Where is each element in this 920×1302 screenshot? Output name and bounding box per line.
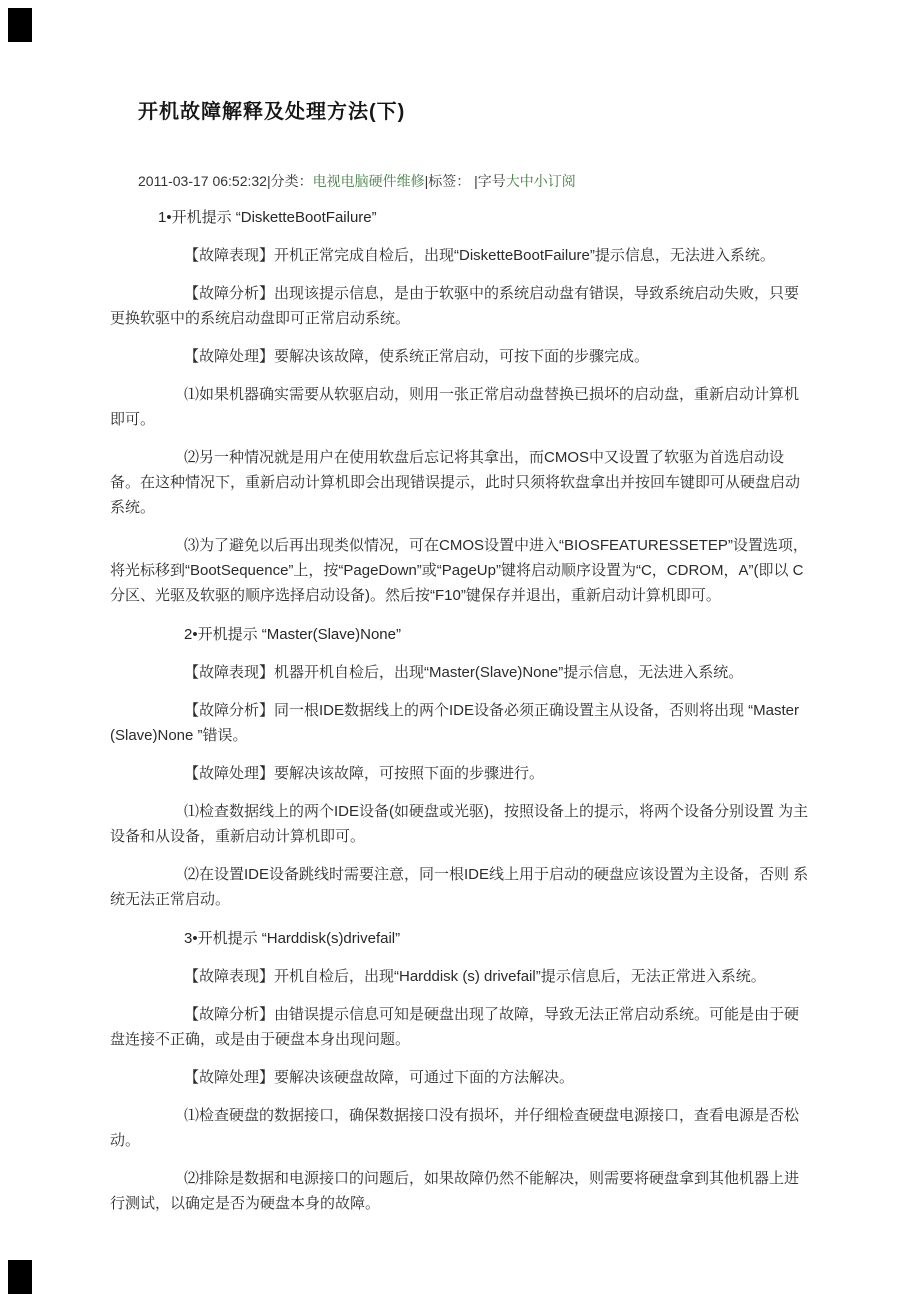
- paragraph: ⑴如果机器确实需要从软驱启动，则用一张正常启动盘替换已损坏的启动盘，重新启动计算机 即可。: [110, 386, 800, 428]
- section-1-heading: 1•开机提示 “DisketteBootFailure”: [158, 209, 377, 226]
- paragraph: 【故障表现】机器开机自检后，出现“Master(Slave)None”提示信息，无法进入系统。: [184, 664, 744, 681]
- paragraph: ⑵另一种情况就是用户在使用软盘后忘记将其拿出，而CMOS中又设置了软驱为首选启动设 备。在这种情况下，重新启动计算机即会出现错误提示，此时只须将软盘拿出并按回车键即可从硬盘启动 系统。: [110, 449, 801, 516]
- paragraph: ⑶为了避免以后再出现类似情况，可在CMOS设置中进入“BIOSFEATURESSETEP”设置选项， 将光标移到“BootSequence”上，按“PageDown”或“PageUp”键将启动顺序设置为“C，CDROM，A”(即以 C分区、光驱及软驱的顺序选择启动设备)。然后按“F10”键保存并退出，重新启动计算机即可。: [110, 537, 808, 604]
- paragraph: 【故障表现】开机正常完成自检后，出现“DisketteBootFailure”提示信息，无法进入系统。: [184, 247, 775, 264]
- paragraph: 【故障处理】要解决该硬盘故障，可通过下面的方法解决。: [184, 1069, 575, 1086]
- paragraph: ⑵在设置IDE设备跳线时需要注意，同一根IDE线上用于启动的硬盘应该设置为主设备，否则 系统无法正常启动。: [110, 866, 809, 908]
- subscribe-link[interactable]: 订阅: [547, 173, 576, 189]
- post-timestamp-and-category-label: 2011-03-17 06:52:32|分类：: [138, 173, 313, 189]
- page-title: 开机故障解释及处理方法(下): [138, 101, 406, 123]
- category-link[interactable]: 电视电脑硬件维修: [312, 173, 425, 189]
- paragraph: 【故障表现】开机自检后，出现“Harddisk (s) drivefail”提示信息后，无法正常进入系统。: [184, 968, 766, 985]
- paragraph: 【故障分析】出现该提示信息，是由于软驱中的系统启动盘有错误，导致系统启动失败，只要 更换软驱中的系统启动盘即可正常启动系统。: [110, 285, 800, 327]
- font-size-label: |字号: [470, 173, 506, 189]
- section-3-heading: 3•开机提示 “Harddisk(s)drivefail”: [184, 930, 401, 947]
- paragraph: 【故障分析】由错误提示信息可知是硬盘出现了故障，导致无法正常启动系统。可能是由于硬 盘连接不正确，或是由于硬盘本身出现问题。: [110, 1006, 800, 1048]
- document-content: [110, 98, 812, 1216]
- scan-corner-mark-bottom-left: [8, 1260, 32, 1294]
- tags-label: |标签：: [424, 173, 471, 189]
- paragraph: ⑵排除是数据和电源接口的问题后，如果故障仍然不能解决，则需要将硬盘拿到其他机器上进 行测试，以确定是否为硬盘本身的故障。: [110, 1170, 800, 1212]
- font-size-options-link[interactable]: 大中小: [505, 173, 548, 189]
- section-2-heading: 2•开机提示 “Master(Slave)None”: [184, 626, 401, 643]
- scan-corner-mark-top-left: [8, 8, 32, 42]
- paragraph: ⑴检查硬盘的数据接口，确保数据接口没有损坏，并仔细检查硬盘电源接口，查看电源是否松 动。: [110, 1107, 800, 1149]
- paragraph: 【故障处理】要解决该故障，可按照下面的步骤进行。: [184, 765, 545, 782]
- paragraph: 【故障分析】同一根IDE数据线上的两个IDE设备必须正确设置主从设备，否则将出现 “Master(Slave)None ”错误。: [110, 702, 800, 744]
- paragraph: 【故障处理】要解决该故障，使系统正常启动，可按下面的步骤完成。: [184, 348, 650, 365]
- paragraph: ⑴检查数据线上的两个IDE设备(如硬盘或光驱)，按照设备上的提示，将两个设备分别设置 为主设备和从设备，重新启动计算机即可。: [110, 803, 809, 845]
- post-meta: [138, 171, 812, 191]
